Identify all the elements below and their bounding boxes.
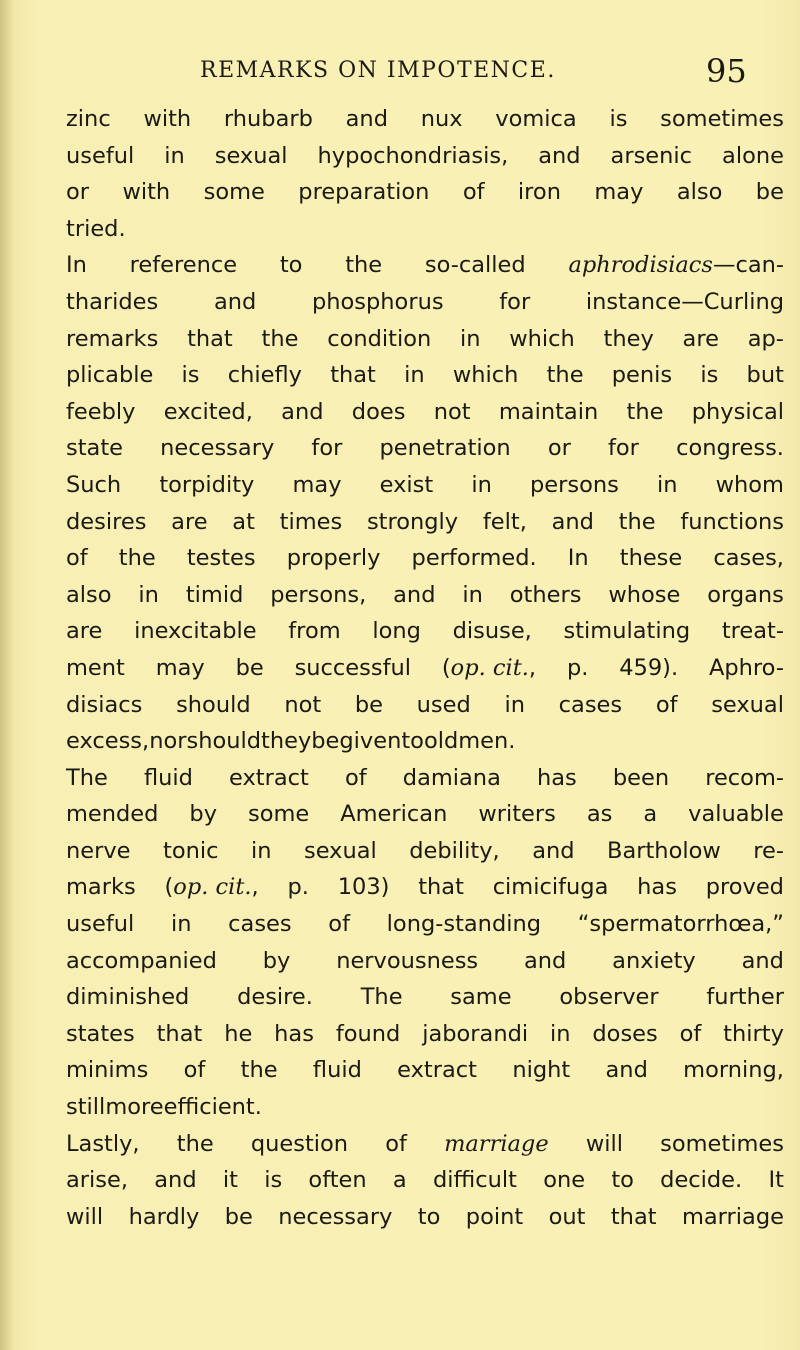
text-line: will hardly be necessary to point out that marriage [66,1203,784,1230]
text-line: excess, nor should they be given to old men. [66,728,516,755]
text-line: zinc with rhubarb and nux vomica is sometimes [66,106,784,132]
running-title: REMARKS ON IMPOTENCE. [200,58,556,83]
text-line: arise, and it is often a difficult one to decide. It [66,1167,784,1194]
text-line: mended by some American writers as a valuable [66,801,784,828]
text-line: nerve tonic in sexual debility, and Bartholow re- [66,837,784,864]
text-line: diminished desire. The same observer further [66,984,784,1011]
text-line: accompanied by nervousness and anxiety and [66,947,784,974]
text-line: desires are at times strongly felt, and the functions [66,508,784,535]
body-text [66,101,784,1235]
text-line: tried. [66,215,126,242]
text-line: ment may be successful (op. cit., p. 459). Aphro- [66,654,784,681]
text-line: also in timid persons, and in others whose organs [66,581,784,608]
text-line: Lastly, the question of marriage will sometimes [66,1130,784,1157]
text-line: In reference to the so-called aphrodisiacs—can- [66,252,784,279]
text-line: still more efficient. [66,1094,262,1121]
text-line: useful in cases of long-standing “spermatorrhœa,” [66,911,784,938]
text-line: feebly excited, and does not maintain the physical [66,398,784,425]
text-line: are inexcitable from long disuse, stimulating treat- [66,618,784,645]
text-line: marks (op. cit., p. 103) that cimicifuga has proved [66,874,784,901]
text-line: or with some preparation of iron may also be [66,179,784,206]
running-head [0,52,800,92]
text-line: useful in sexual hypochondriasis, and arsenic alone [66,142,784,169]
text-line: disiacs should not be used in cases of sexual [66,691,784,718]
text-line: plicable is chiefly that in which the penis is but [66,362,784,389]
gutter-shadow [0,0,14,1350]
text-line: Such torpidity may exist in persons in whom [66,471,784,498]
text-line: state necessary for penetration or for congress. [66,435,784,462]
text-line: remarks that the condition in which they are ap- [66,325,784,352]
text-line: of the testes properly performed. In these cases, [66,545,784,572]
page-number: 95 [706,52,747,90]
text-line: states that he has found jaborandi in doses of thirty [66,1020,784,1047]
text-line: tharides and phosphorus for instance—Curling [66,288,784,315]
text-line: minims of the fluid extract night and morning, [66,1057,784,1084]
text-line: The fluid extract of damiana has been recom- [66,764,784,791]
